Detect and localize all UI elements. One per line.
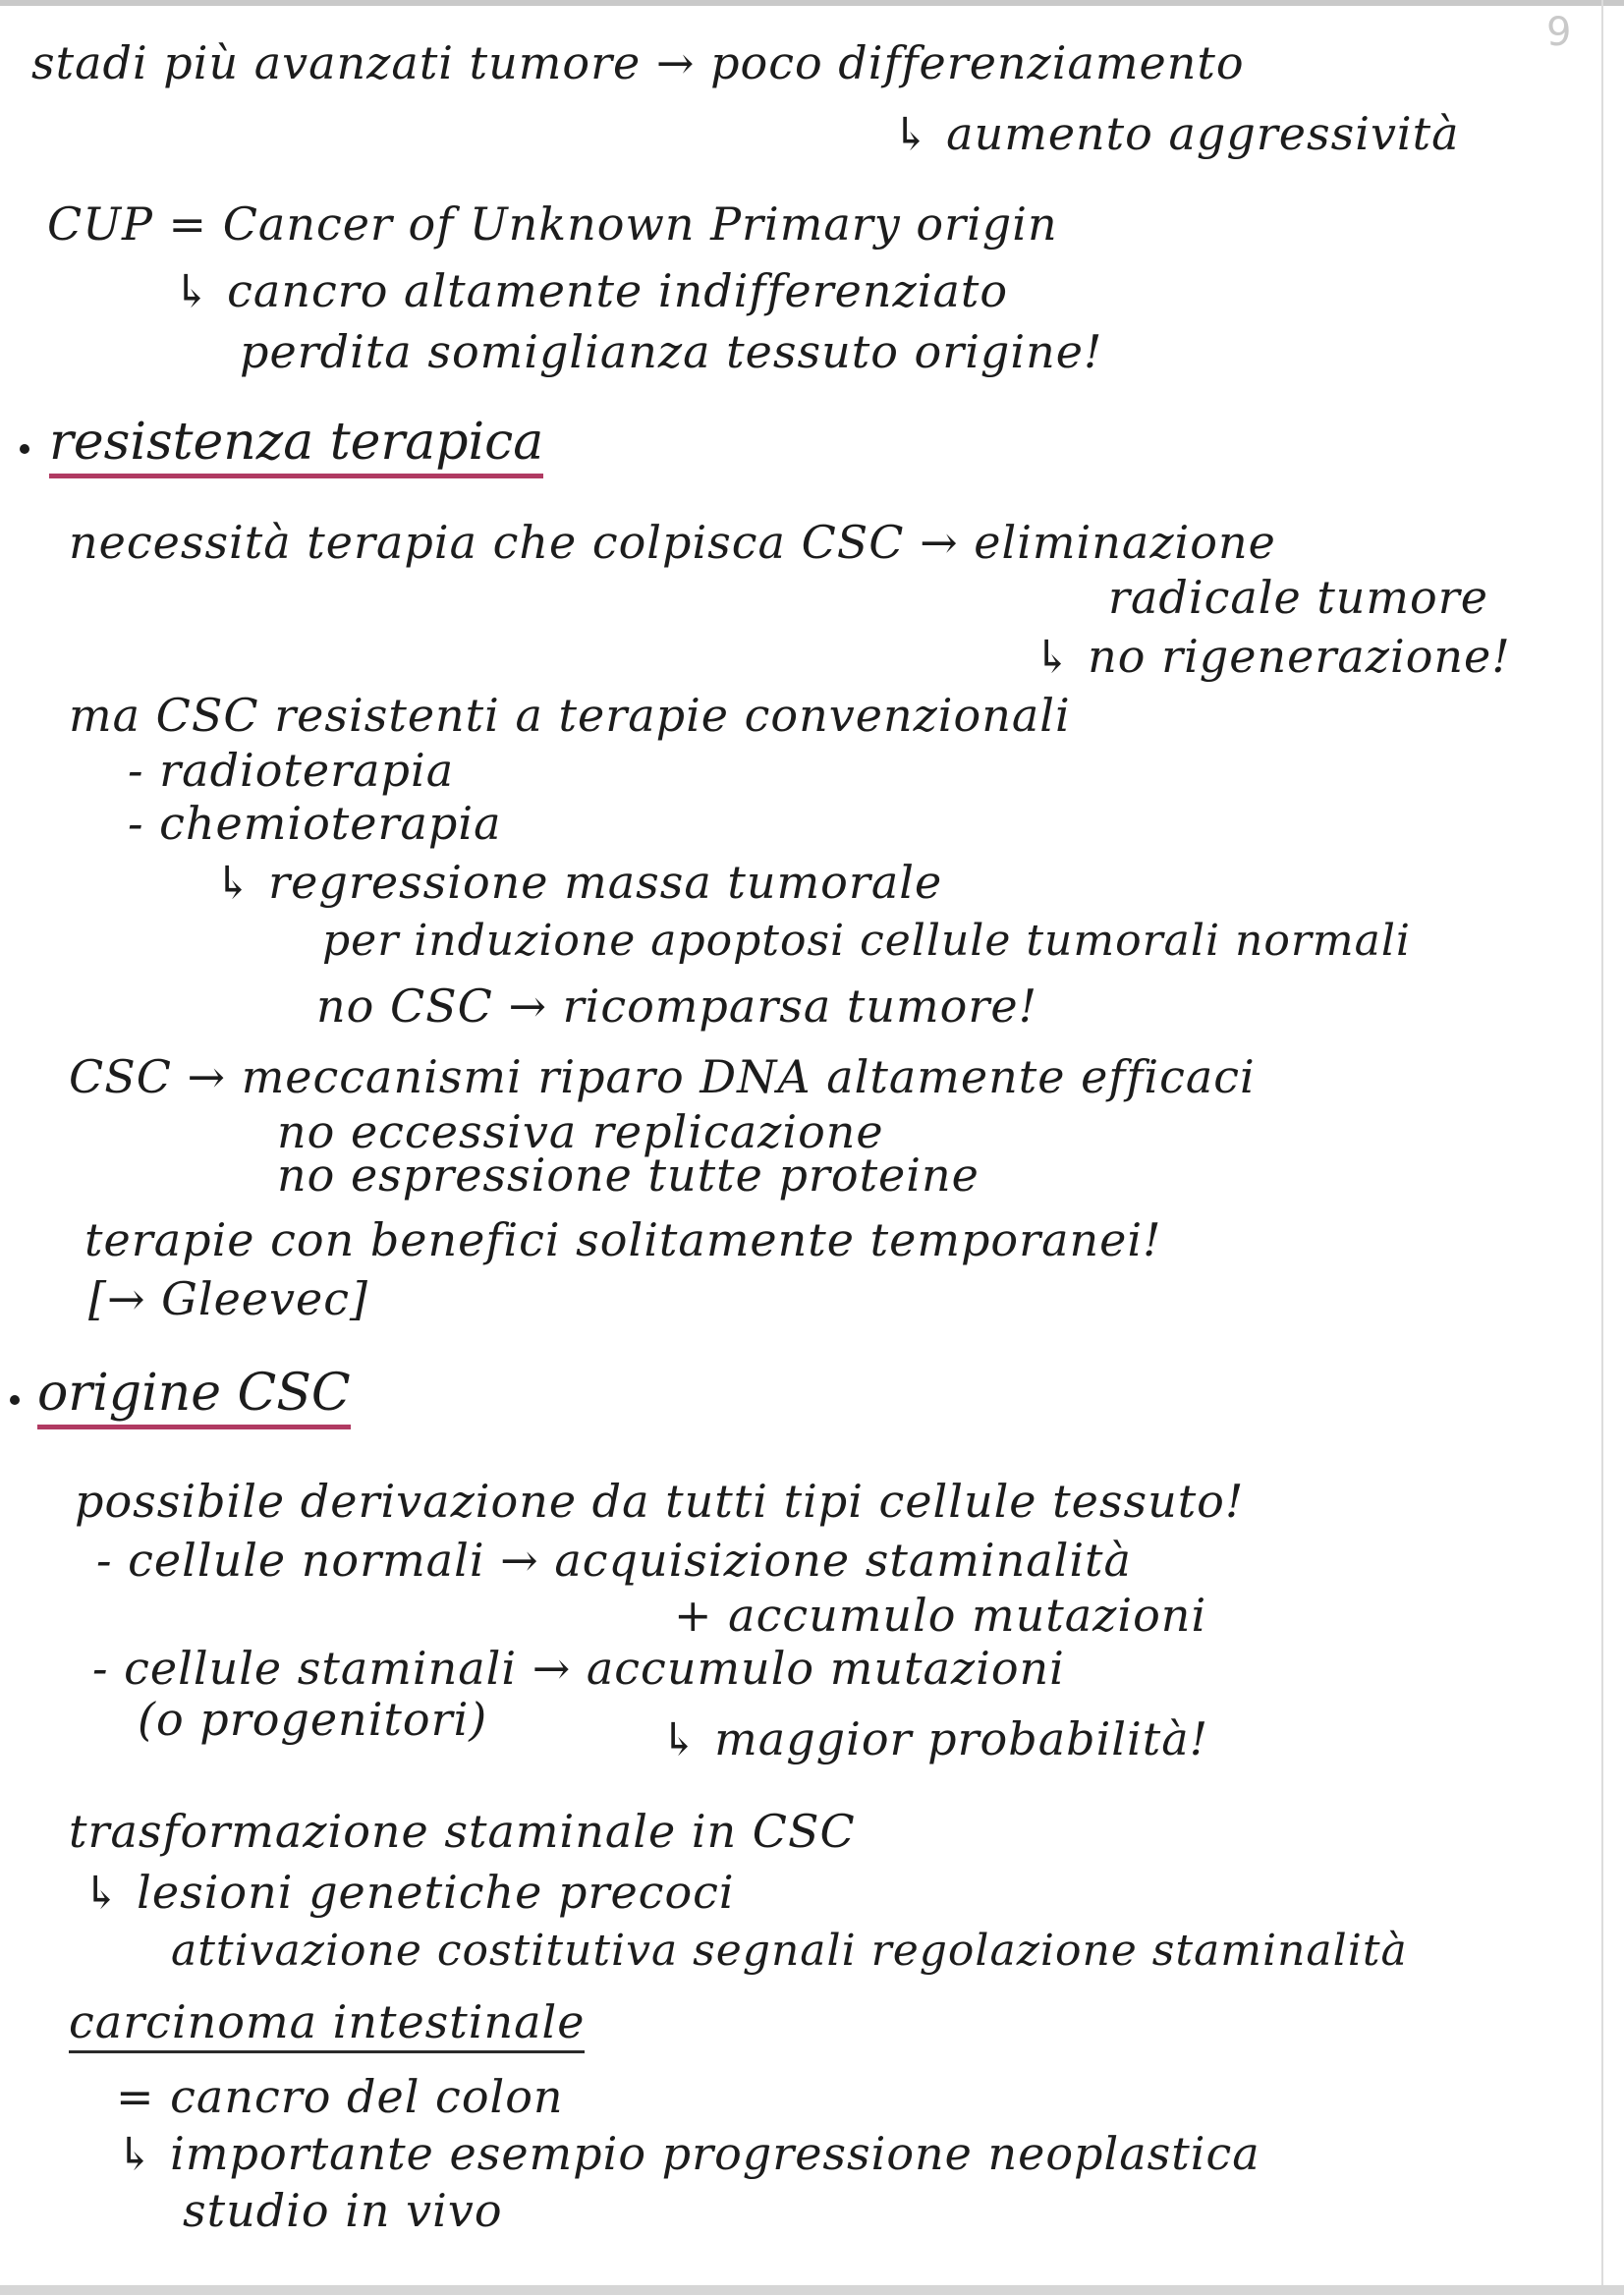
note-line: ↳ cancro altamente indifferenziato — [173, 264, 1009, 317]
note-line: + accumulo mutazioni — [674, 1589, 1207, 1642]
note-line: (o progenitori) — [138, 1693, 488, 1746]
note-line: - cellule staminali → accumulo mutazioni — [92, 1642, 1065, 1695]
note-line: = cancro del colon — [116, 2070, 564, 2123]
bullet-icon — [10, 1395, 20, 1405]
scan-top-edge — [0, 0, 1624, 6]
note-line: - cellule normali → acquisizione staminalità — [96, 1534, 1132, 1587]
note-line: no eccessiva replicazione — [277, 1105, 884, 1158]
subsection-text: carcinoma intestinale — [69, 1995, 585, 2053]
note-line: possibile derivazione da tutti tipi cellule tessuto! — [75, 1475, 1245, 1528]
note-line: - chemioterapia — [128, 797, 502, 850]
scan-bottom-edge — [0, 2285, 1624, 2295]
bullet-icon — [20, 444, 29, 454]
note-line: radicale tumore — [1108, 571, 1488, 624]
note-line: ↳ lesioni genetiche precoci — [83, 1866, 735, 1919]
note-line: ↳ importante esempio progressione neoplastica — [116, 2127, 1260, 2180]
note-line: per induzione apoptosi cellule tumorali normali — [322, 916, 1411, 966]
note-line: ↳ maggior probabilità! — [660, 1712, 1209, 1765]
note-line: CUP = Cancer of Unknown Primary origin — [47, 197, 1058, 251]
note-line: CSC → meccanismi riparo DNA altamente efficaci — [69, 1050, 1256, 1103]
note-line: ma CSC resistenti a terapie convenzionali — [69, 689, 1071, 742]
note-line: no CSC → ricomparsa tumore! — [316, 980, 1038, 1033]
note-line: studio in vivo — [183, 2184, 503, 2237]
note-line: ↳ aumento aggressività — [892, 107, 1460, 160]
note-line: [→ Gleevec] — [88, 1272, 368, 1325]
note-line: ↳ regressione massa tumorale — [214, 856, 943, 909]
note-line: terapie con benefici solitamente temporanei! — [84, 1213, 1162, 1266]
section-heading — [49, 413, 543, 472]
note-line: stadi più avanzati tumore → poco differenziamento — [31, 36, 1245, 89]
note-line: trasformazione staminale in CSC — [69, 1805, 856, 1858]
note-line: ↳ no rigenerazione! — [1034, 630, 1511, 683]
section-heading — [37, 1364, 351, 1423]
note-line: no espressione tutte proteine — [277, 1148, 980, 1202]
subsection-heading — [69, 1994, 585, 2049]
page-number: 9 — [1546, 10, 1572, 55]
heading-text: origine CSC — [37, 1364, 351, 1429]
heading-text: resistenza terapica — [49, 413, 543, 478]
note-line: necessità terapia che colpisca CSC → eliminazione — [69, 516, 1276, 569]
note-line: - radioterapia — [128, 744, 455, 797]
note-line: attivazione costitutiva segnali regolazione staminalità — [171, 1926, 1408, 1976]
note-line: perdita somiglianza tessuto origine! — [240, 325, 1103, 378]
scan-right-edge — [1601, 0, 1603, 2295]
